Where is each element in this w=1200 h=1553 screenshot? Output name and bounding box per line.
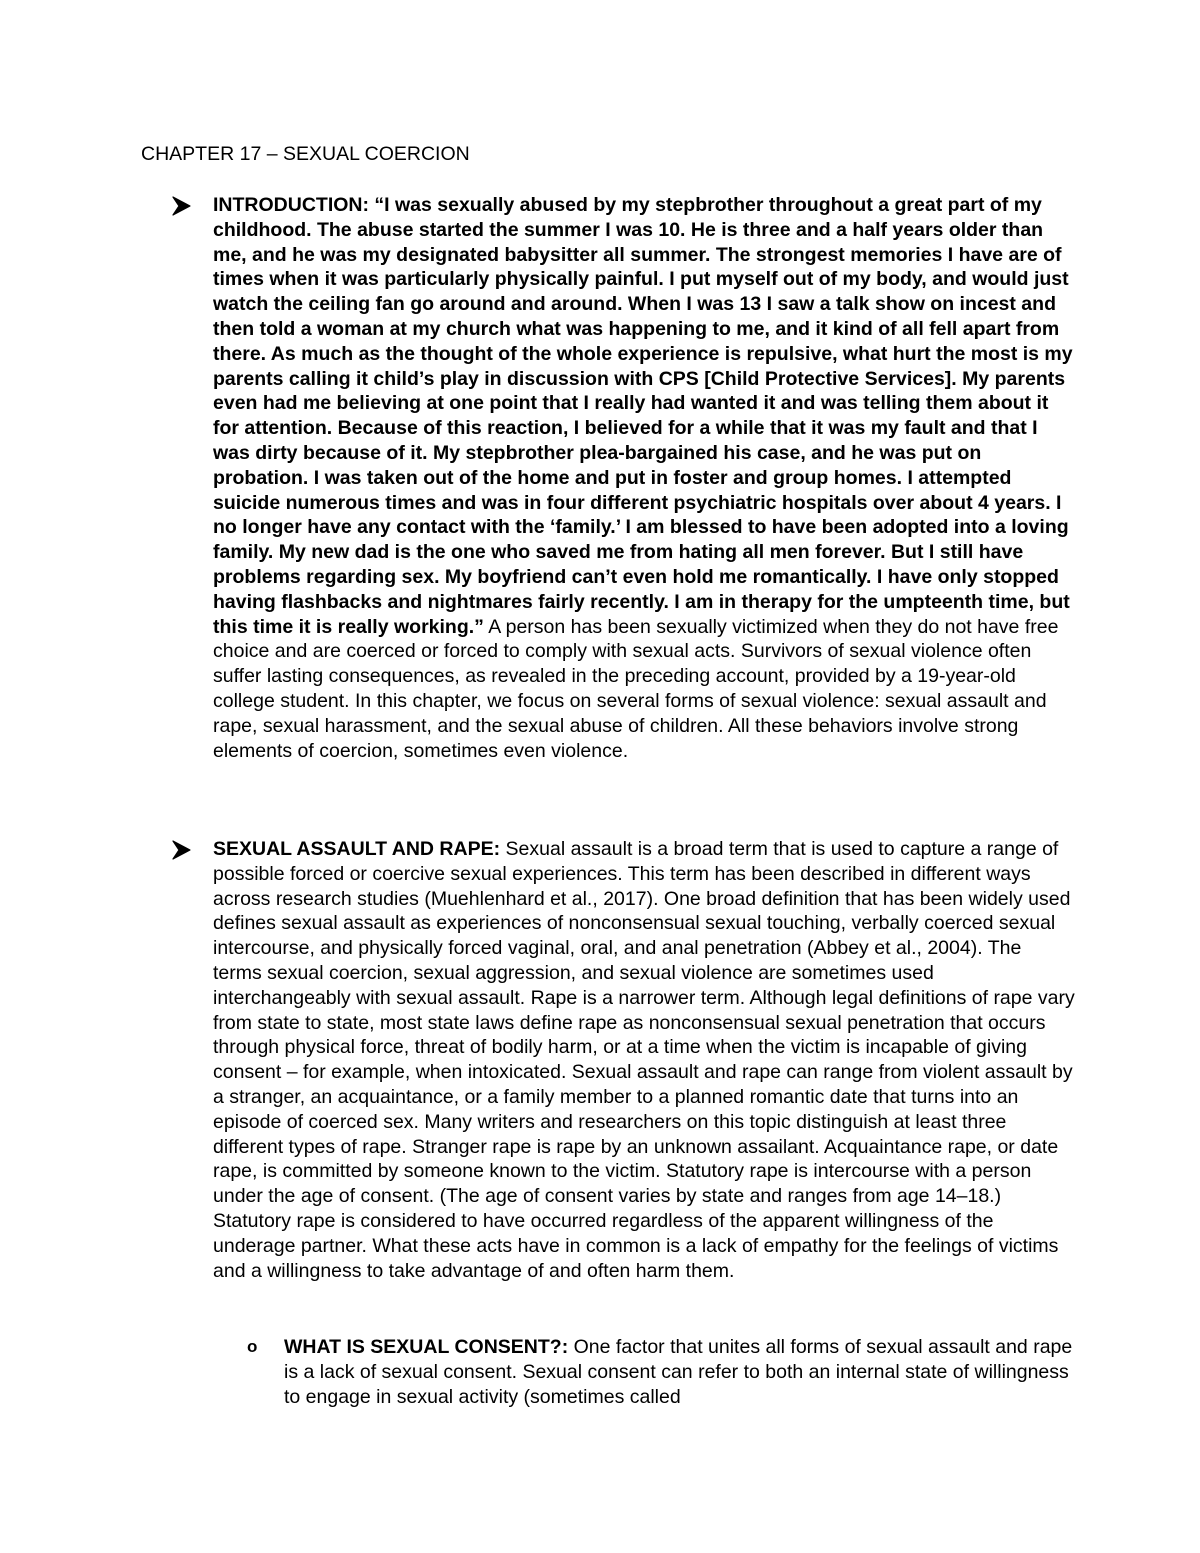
sexual-consent-heading: WHAT IS SEXUAL CONSENT?:	[284, 1336, 569, 1358]
arrow-bullet-icon	[171, 196, 197, 216]
sexual-consent-text: One factor that unites all forms of sexual assault and rape is a lack of sexual consent. Sexual consent can refer to both an internal state of willingness to engage in sexual activity (sometimes called	[284, 1336, 1073, 1408]
sexual-assault-heading: SEXUAL ASSAULT AND RAPE:	[213, 838, 501, 860]
sexual-assault-paragraph	[213, 837, 1075, 1283]
introduction-quote: “I was sexually abused by my stepbrother throughout a great part of my childhood. The abuse started the summer I was 10. He is three and a half years older than me, and he was my designated babysitter all summer. The strongest memories I have are of times when it was particularly physically painful. I put myself out of my body, and would just watch the ceiling fan go around and around. When I was 13 I saw a talk show on incest and then told a woman at my church what was happening to me, and it kind of all fell apart from there. As much as the thought of the whole experience is repulsive, what hurt the most is my parents calling it child’s play in discussion with CPS [Child Protective Services]. My parents even had me believing at one point that I really had wanted it and was telling them about it for attention. Because of this reaction, I believed for a while that it was my fault and that I was dirty because of it. My stepbrother plea-bargained his case, and he was put on probation. I was taken out of the home and put in foster and group homes. I attempted suicide numerous times and was in four different psychiatric hospitals over about 4 years. I no longer have any contact with the ‘family.’ I am blessed to have been adopted into a loving family. My new dad is the one who saved me from hating all men forever. But I still have problems regarding sex. My boyfriend can’t even hold me romantically. I have only stopped having flashbacks and nightmares fairly recently. I am in therapy for the umpteenth time, but this time it is really working.”	[213, 194, 1073, 638]
sexual-assault-text: Sexual assault is a broad term that is used to capture a range of possible forced or coercive sexual experiences. This term has been described in different ways across research studies (Muehlenhard et al., 2017). One broad definition that has been widely used defines sexual assault as experiences of nonconsensual sexual touching, verbally coerced sexual intercourse, and physically forced vaginal, oral, and anal penetration (Abbey et al., 2004). The terms sexual coercion, sexual aggression, and sexual violence are sometimes used interchangeably with sexual assault. Rape is a narrower term. Although legal definitions of rape vary from state to state, most state laws define rape as nonconsensual sexual penetration that occurs through physical force, threat of bodily harm, or at a time when the victim is incapable of giving consent – for example, when intoxicated. Sexual assault and rape can range from violent assault by a stranger, an acquaintance, or a family member to a planned romantic date that turns into an episode of coerced sex. Many writers and researchers on this topic distinguish at least three different types of rape. Stranger rape is rape by an unknown assailant. Acquaintance rape, or date rape, is committed by someone known to the victim. Statutory rape is intercourse with a person under the age of consent. (The age of consent varies by state and ranges from age 14–18.) Statutory rape is considered to have occurred regardless of the apparent willingness of the underage partner. What these acts have in common is a lack of empathy for the feelings of victims and a willingness to take advantage of and often harm them.	[213, 838, 1075, 1282]
introduction-heading: INTRODUCTION:	[213, 194, 369, 216]
introduction-text: A person has been sexually victimized when they do not have free choice and are coerced or forced to comply with sexual acts. Survivors of sexual violence often suffer lasting consequences, as revealed in the preceding account, provided by a 19-year-old college student. In this chapter, we focus on several forms of sexual violence: sexual assault and rape, sexual harassment, and the sexual abuse of children. All these behaviors involve strong elements of coercion, sometimes even violence.	[213, 615, 1059, 762]
sexual-consent-paragraph	[284, 1335, 1074, 1409]
introduction-paragraph	[213, 193, 1075, 763]
arrow-bullet-icon	[171, 840, 197, 860]
circle-bullet: o	[247, 1337, 258, 1356]
chapter-title: CHAPTER 17 – SEXUAL COERCION	[141, 143, 470, 165]
